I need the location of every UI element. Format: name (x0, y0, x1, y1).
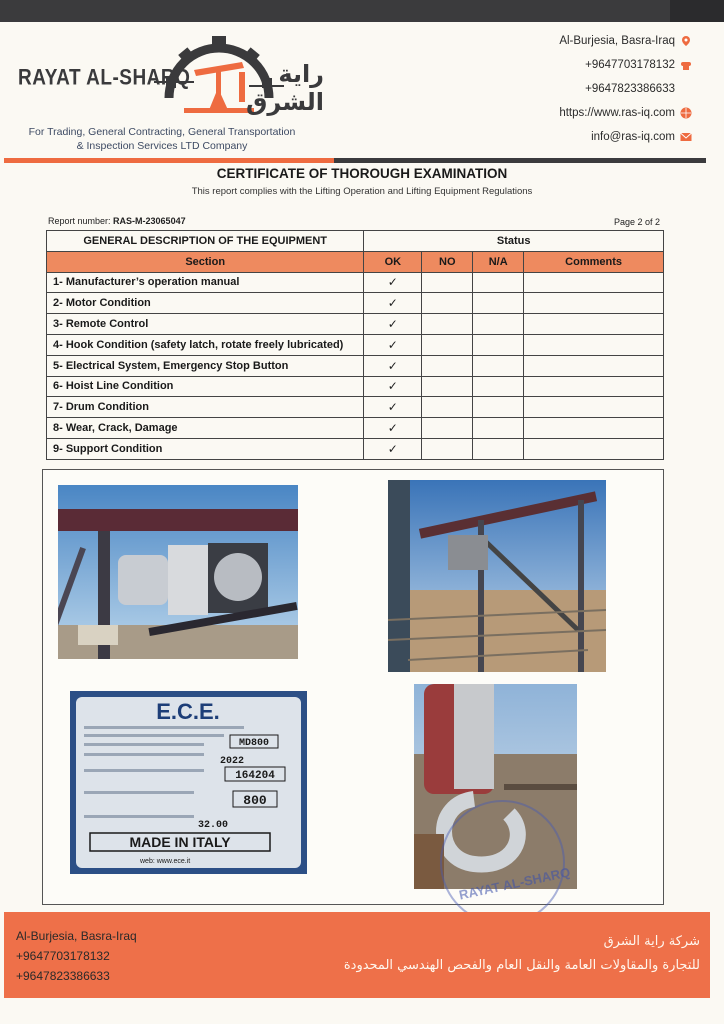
top-bar (0, 0, 708, 22)
column-header-section: Section (47, 251, 364, 272)
contact-address (559, 35, 692, 47)
table-row (47, 272, 664, 293)
row-section: 6- Hoist Line Condition (47, 376, 364, 397)
ok-check: ✓ (364, 272, 422, 293)
row-section: 9- Support Condition (47, 438, 364, 459)
contact-website (559, 107, 692, 119)
header-rule-orange (4, 158, 334, 163)
envelope-icon (680, 131, 692, 143)
nameplate-brand: E.C.E. (156, 699, 220, 724)
row-section: 8- Wear, Crack, Damage (47, 418, 364, 439)
table-row (47, 376, 664, 397)
nameplate-serial: 164204 (235, 770, 275, 782)
table-row (47, 397, 664, 418)
row-section: 2- Motor Condition (47, 293, 364, 314)
report-number-value: RAS-M-23065047 (113, 216, 186, 226)
header-rule-dark (334, 158, 706, 163)
row-section: 1- Manufacturer’s operation manual (47, 272, 364, 293)
equipment-nameplate-photo (70, 691, 307, 874)
table-row (47, 293, 664, 314)
phone-2-text: +9647823386633 (585, 83, 675, 95)
footer-phone-2: +9647823386633 (16, 969, 110, 983)
contact-email (591, 131, 692, 143)
stamp-text: RAYAT AL-SHARQ (457, 864, 572, 903)
footer (4, 912, 710, 998)
address-text: Al-Burjesia, Basra-Iraq (559, 35, 675, 47)
nameplate-web: web: www.ece.it (140, 858, 191, 865)
page-number: Page 2 of 2 (614, 217, 661, 227)
general-description-heading: GENERAL DESCRIPTION OF THE EQUIPMENT (47, 231, 364, 252)
contact-phone-1 (585, 59, 692, 71)
logo-english-text: RAYAT AL-SHARQ (18, 66, 191, 91)
ok-check: ✓ (364, 293, 422, 314)
website-text: https://www.ras-iq.com (559, 107, 675, 119)
table-column-header-row (47, 251, 664, 272)
nameplate-model: MD800 (238, 738, 270, 749)
column-header-na: N/A (473, 251, 524, 272)
footer-services-arabic: للتجارة والمقاولات العامة والنقل العام والفحص الهندسي المحدودة (343, 958, 700, 973)
table-row (47, 314, 664, 335)
nameplate-year: 2022 (220, 756, 245, 767)
email-text: info@ras-iq.com (591, 131, 675, 143)
ok-check: ✓ (364, 334, 422, 355)
phone-1-text: +9647703178132 (585, 59, 675, 71)
logo-arabic-text: راية الشرق (245, 60, 324, 116)
table-heading-row (47, 231, 664, 252)
company-logo (14, 28, 324, 128)
column-header-ok: OK (364, 251, 422, 272)
footer-arabic (344, 930, 700, 978)
photo-panel (42, 469, 664, 905)
column-header-no: NO (422, 251, 473, 272)
row-section: 5- Electrical System, Emergency Stop Button (47, 355, 364, 376)
tagline-line-2: & Inspection Services LTD Company (76, 140, 248, 152)
footer-company-arabic: شركة راية الشرق (603, 934, 700, 949)
tagline-line-1: For Trading, General Contracting, General Transportation (28, 126, 296, 138)
certificate-subtitle: This report complies with the Lifting Operation and Lifting Equipment Regulations (191, 186, 533, 197)
ok-check: ✓ (364, 438, 422, 459)
table-row (47, 355, 664, 376)
ok-check: ✓ (364, 355, 422, 376)
winch-motor-photo (58, 485, 298, 659)
footer-address: Al-Burjesia, Basra-Iraq (16, 929, 137, 943)
footer-contacts (16, 926, 137, 986)
table-row (47, 334, 664, 355)
hoist-structure-photo (388, 480, 606, 672)
ok-check: ✓ (364, 376, 422, 397)
examination-table (46, 230, 664, 460)
report-number-label: Report number: (48, 216, 111, 226)
row-section: 4- Hook Condition (safety latch, rotate freely lubricated) (47, 334, 364, 355)
row-section: 7- Drum Condition (47, 397, 364, 418)
footer-phone-1: +9647703178132 (16, 949, 110, 963)
report-number (48, 216, 186, 226)
ok-check: ✓ (364, 397, 422, 418)
telephone-icon (680, 59, 692, 71)
contact-phone-2 (585, 83, 692, 95)
ok-check: ✓ (364, 418, 422, 439)
nameplate-capacity: 800 (243, 793, 267, 808)
globe-icon (680, 107, 692, 119)
table-row (47, 418, 664, 439)
nameplate-breaking-load: 32.00 (198, 820, 229, 831)
nameplate-made-in: MADE IN ITALY (129, 834, 231, 850)
location-pin-icon (680, 35, 692, 47)
company-stamp (440, 800, 565, 925)
table-row (47, 438, 664, 459)
status-heading: Status (364, 231, 664, 252)
row-section: 3- Remote Control (47, 314, 364, 335)
company-tagline (14, 125, 310, 153)
top-bar-corner (670, 0, 724, 22)
certificate-title: CERTIFICATE OF THOROUGH EXAMINATION (216, 166, 508, 181)
column-header-comments: Comments (524, 251, 664, 272)
ok-check: ✓ (364, 314, 422, 335)
